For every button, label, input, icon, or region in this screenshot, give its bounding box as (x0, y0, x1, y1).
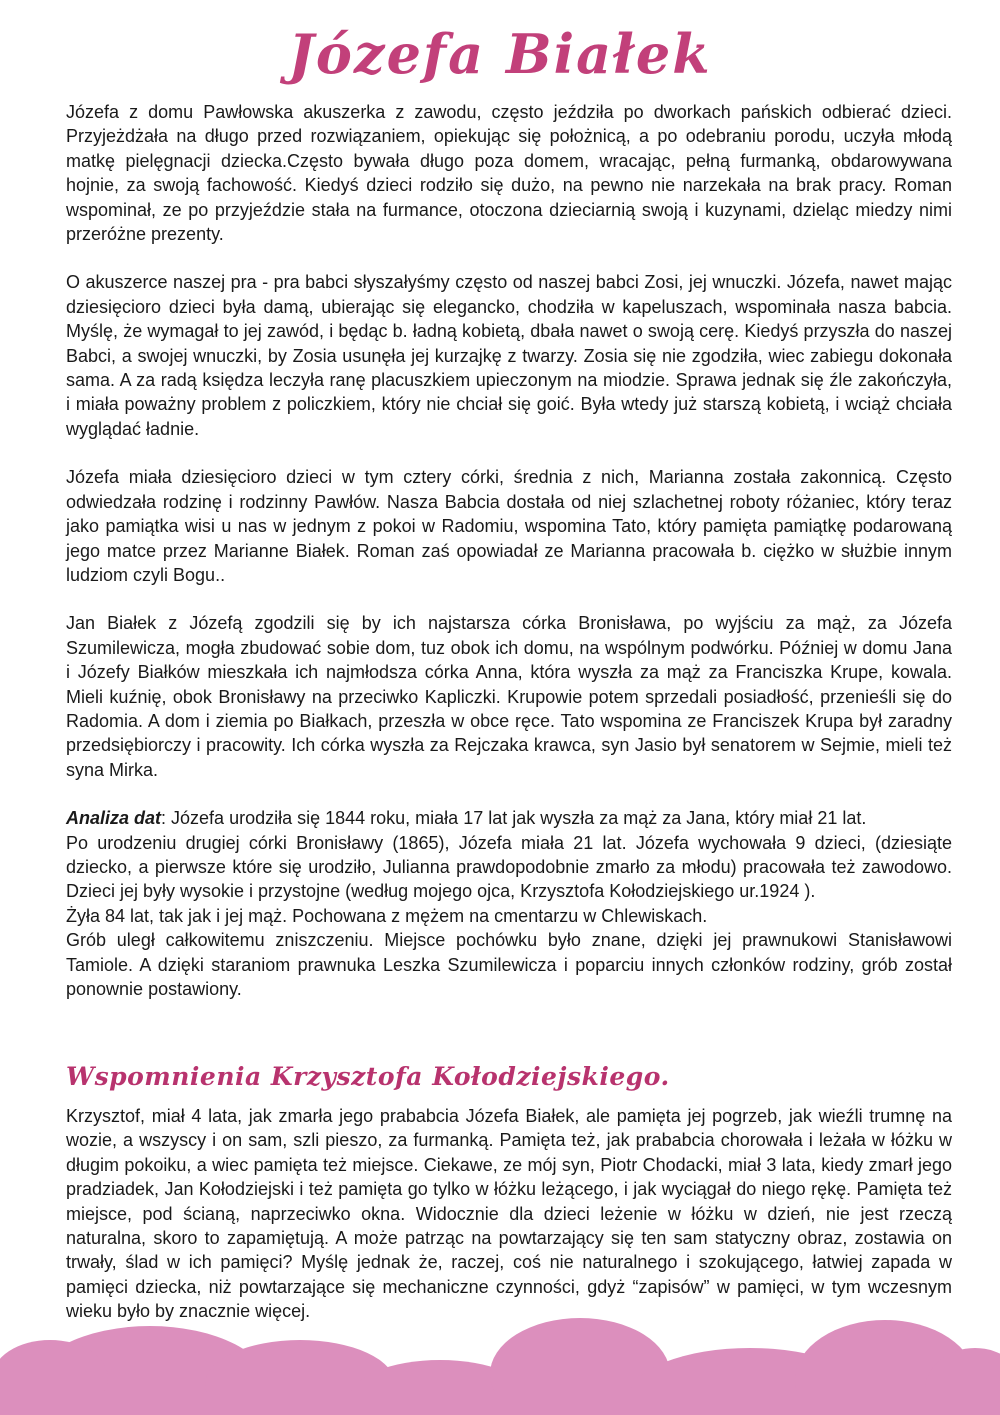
paragraph-grandmother-memories: O akuszerce naszej pra - pra babci słyszałyśmy często od naszej babci Zosi, jej wnuczki. Józefa, nawet mając dziesięcioro dzieci była damą, ubierając się elegancko, chodziła w kapeluszach, wspominała nasza babcia. Myślę, że wymagał to jej zawód, i będąc b. ładną kobietą, dbała nawet o swoją cerę. Kiedyś przyszła do naszej Babci, a swojej wnuczki, by Zosia usunęła jej kurzajkę z twarzy. Zosia się nie zgodziła, wiec zabiegu dokonała sama. A za radą księdza leczyła ranę placuszkiem upieczonym na miodzie. Sprawa jednak się źle zakończyła, i miała poważny problem z policzkiem, który nie chciał się goić. Była wtedy już starszą kobietą, i wciąż chciała wyglądać ładnie. (66, 272, 952, 439)
date-analysis-text: : Józefa urodziła się 1844 roku, miała 17 lat jak wyszła za mąż za Jana, który miał 21 lat. (161, 808, 867, 829)
biography-section (66, 100, 952, 1001)
paragraph-date-analysis (66, 806, 952, 830)
paragraph-midwife: Józefa z domu Pawłowska akuszerka z zawodu, często jeździła po dworkach pańskich odbierać dzieci. Przyjeżdżała na długo przed rozwiązaniem, opiekując się położnicą, a po odebraniu porodu, uczyła młodą matkę pielęgnacji dziecka.Często bywała długo poza domem, wracając, pełną furmanką, obdarowywana hojnie, za swoją fachowość. Kiedyś dzieci rodziło się dużo, na pewno nie narzekała na brak pracy. Roman wspominał, ze po przyjeździe stała na furmance, otoczona dzieciarnią swoją i kuzynami, dzieląc miedzy nimi przeróżne prezenty. (66, 102, 952, 245)
paragraph-house: Jan Białek z Józefą zgodzili się by ich najstarsza córka Bronisława, po wyjściu za mąż, za Józefa Szumilewicza, mogła zbudować sobie dom, tuz obok ich domu, na wspólnym podwórku. Później w domu Jana i Józefy Białków mieszkała ich najmłodsza córka Anna, która wyszła za mąż za Franciszka Krupe, kowala. Mieli kuźnię, obok Bronisławy na przeciwko Kapliczki. Krupowie potem sprzedali posiadłość, przenieśli się do Radomia. A dom i ziemia po Białkach, przeszła w obce ręce. Tato wspomina ze Franciszek Krupa był zaradny przedsiębiorczy i pracowity. Ich córka wyszła za Rejczaka krawca, syn Jasio był senatorem w Sejmie, mieli też syna Mirka. (66, 613, 952, 780)
paragraph-grave: Grób uległ całkowitemu zniszczeniu. Miejsce pochówku było znane, dzięki jej prawnukowi Stanisławowi Tamiole. A dzięki staraniom prawnuka Leszka Szumilewicza i poparciu innych członków rodziny, grób został ponownie postawiony. (66, 930, 952, 999)
paragraph-memories: Krzysztof, miał 4 lata, jak zmarła jego prababcia Józefa Białek, ale pamięta jej pogrzeb, jak wieźli trumnę na wozie, a wszyscy i on sam, szli pieszo, za furmanką. Pamięta też, jak prababcia chorowała i leżała w łóżku w długim pokoiku, a wiec pamięta też miejsce. Ciekawe, ze mój syn, Piotr Chodacki, miał 3 lata, kiedy zmarł jego pradziadek, Jan Kołodziejski i też pamięta go tylko w łóżku leżącego, i jak wyciągał do niego rękę. Pamięta też miejsce, pod ścianą, naprzeciwko okna. Widocznie dla dzieci leżenie w łóżku w dzień, nie jest rzeczą naturalna, skoro to zapamiętują. A może patrząc na powtarzający się ten sam statyczny obraz, zostawia on trwały, ślad w ich pamięci? Myślę jednak że, raczej, coś nie naturalnego i szokującego, łatwiej zapada w pamięci dziecka, niż powtarzające się mechaniczne czynności, gdyż “zapisów” w pamięci, w tym wczesnym wieku było by znacznie więcej. (66, 1106, 952, 1322)
page-title: Józefa Białek (288, 22, 712, 86)
paragraph-lifespan: Żyła 84 lat, tak jak i jej mąż. Pochowana z mężem na cmentarzu w Chlewiskach. (66, 905, 708, 926)
pink-clouds-decoration (0, 1300, 1000, 1415)
paragraph-second-daughter: Po urodzeniu drugiej córki Bronisławy (1865), Józefa miała 21 lat. Józefa wychowała 9 dzieci, (dziesiąte dziecko, a pierwsze które się urodziło, Julianna prawdopodobnie zmarło za młodu) pracowała też zawodowo. Dzieci jej były wysokie i przystojne (według mojego ojca, Krzysztofa Kołodziejskiego ur.1924 ). (66, 832, 952, 902)
date-analysis-label: Analiza dat (66, 808, 162, 829)
paragraph-children: Józefa miała dziesięcioro dzieci w tym cztery córki, średnia z nich, Marianna została zakonnicą. Często odwiedzała rodzinę i rodzinny Pawłów. Nasza Babcia dostała od niej szlachetnej roboty różaniec, który teraz jako pamiątka wisi u nas w jednym z pokoi w Radomiu, wspomina Tato, który pamięta pamiątkę podarowaną jego matce przez Marianne Białek. Roman zaś opowiadał ze Marianna pracowała b. ciężko w służbie innym ludziom czyli Bogu.. (66, 467, 952, 585)
memories-heading: Wspomnienia Krzysztofa Kołodziejskiego. (66, 1062, 670, 1091)
memories-section (66, 1104, 952, 1324)
